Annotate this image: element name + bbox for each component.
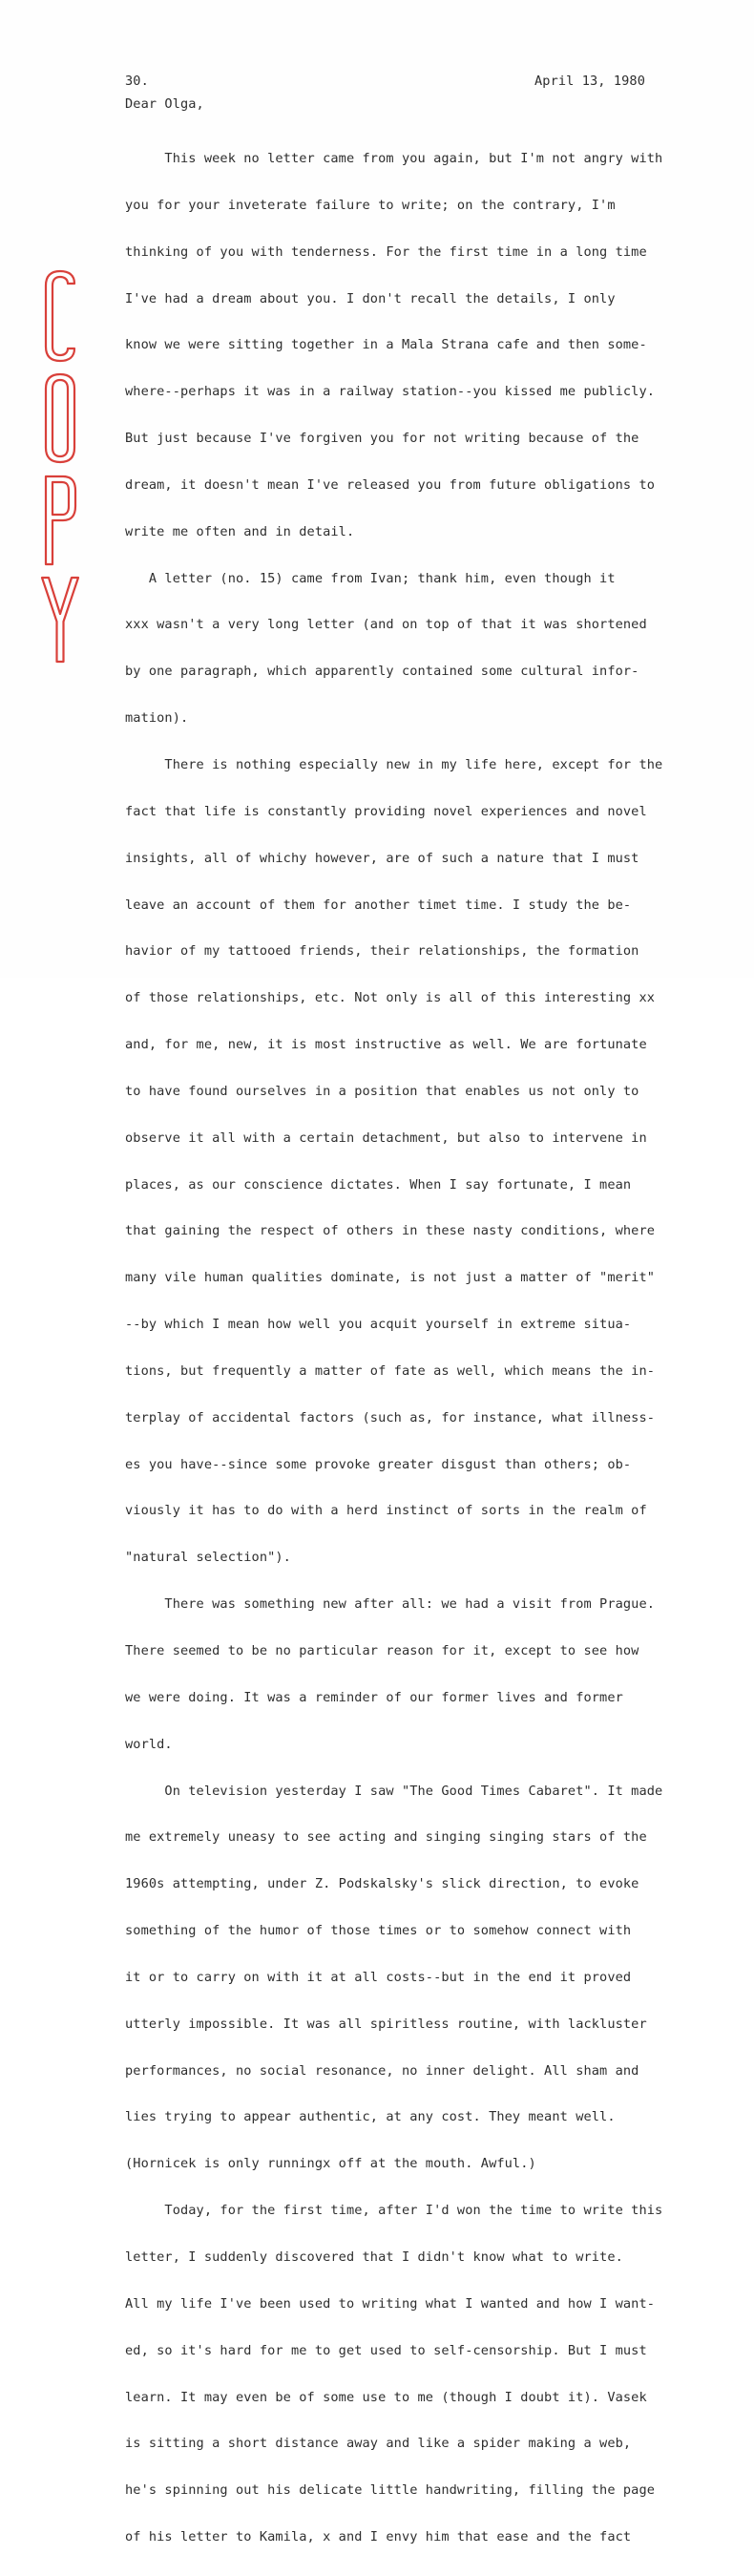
body-line: insights, all of whichy however, are of such a nature that I must [125, 850, 639, 866]
body-line: to have found ourselves in a position that enables us not only to [125, 1083, 639, 1099]
page-number: 30. [125, 74, 149, 89]
body-line: thinking of you with tenderness. For the first time in a long time [125, 243, 647, 260]
body-line: xxx wasn't a very long letter (and on top of that it was shortened [125, 617, 647, 633]
body-line: lies trying to appear authentic, at any cost. They meant well. [125, 2109, 616, 2125]
body-line: 1960s attempting, under Z. Podskalsky's slick direction, to evoke [125, 1876, 639, 1892]
body-line: you for your inveterate failure to write; on the contrary, I'm [125, 197, 616, 213]
body-line: Today, for the first time, after I'd won the time to write this [125, 2203, 663, 2219]
body-line: of his letter to Kamila, x and I envy him that ease and the fact [125, 2529, 632, 2545]
body-line: write me often and in detail. [125, 523, 355, 539]
body-line: A letter (no. 15) came from Ivan; thank him, even though it [125, 570, 616, 586]
body-line: places, as our conscience dictates. When I say fortunate, I mean [125, 1176, 632, 1193]
body-line: I've had a dream about you. I don't recall the details, I only [125, 290, 616, 306]
body-line: learn. It may even be of some use to me (though I doubt it). Vasek [125, 2389, 647, 2405]
stamp-letter-c [46, 271, 74, 361]
body-line: letter, I suddenly discovered that I didn't know what to write. [125, 2249, 623, 2265]
body-line: world. [125, 1736, 173, 1752]
body-line: --by which I mean how well you acquit yourself in extreme situa- [125, 1317, 632, 1333]
body-line: many vile human qualities dominate, is not just a matter of "merit" [125, 1270, 656, 1286]
stamp-letter-o [46, 374, 74, 462]
body-line: viously it has to do with a herd instinct of sorts in the realm of [125, 1503, 647, 1519]
body-line: we were doing. It was a reminder of our former lives and former [125, 1689, 623, 1705]
letter-body [125, 120, 662, 2576]
body-line: (Hornicek is only runningx off at the mouth. Awful.) [125, 2156, 536, 2172]
body-line: All my life I've been used to writing what I wanted and how I want- [125, 2295, 656, 2312]
letter-date: April 13, 1980 [534, 74, 645, 89]
body-line: But just because I've forgiven you for not writing because of the [125, 431, 639, 447]
body-line: There is nothing especially new in my life here, except for the [125, 756, 663, 772]
body-line: mation). [125, 710, 189, 727]
body-line: es you have--since some provoke greater disgust than others; ob- [125, 1456, 632, 1472]
body-line: know we were sitting together in a Mala Strana cafe and then some- [125, 337, 647, 353]
body-line: terplay of accidental factors (such as, for instance, what illness- [125, 1409, 656, 1425]
body-line: dream, it doesn't mean I've released you from future obligations to [125, 476, 656, 493]
body-line: fact that life is constantly providing novel experiences and novel [125, 803, 647, 819]
body-line: something of the humor of those times or to somehow connect with [125, 1923, 632, 1939]
body-line: There was something new after all: we had a visit from Prague. [125, 1596, 656, 1613]
body-line: leave an account of them for another timet time. I study the be- [125, 897, 632, 913]
body-line: where--perhaps it was in a railway station--you kissed me publicly. [125, 384, 656, 400]
salutation: Dear Olga, [125, 96, 204, 112]
body-line: tions, but frequently a matter of fate as well, which means the in- [125, 1362, 656, 1379]
body-line: by one paragraph, which apparently contained some cultural infor- [125, 664, 639, 680]
body-line: havior of my tattooed friends, their relationships, the formation [125, 943, 639, 960]
body-line: and, for me, new, it is most instructive as well. We are fortunate [125, 1037, 647, 1053]
body-line: that gaining the respect of others in these nasty conditions, where [125, 1223, 656, 1239]
copy-stamp [38, 270, 82, 662]
body-line: On television yesterday I saw "The Good Times Cabaret". It made [125, 1783, 663, 1799]
body-line: is sitting a short distance away and like a spider making a web, [125, 2436, 632, 2452]
stamp-letter-y [42, 578, 78, 662]
body-line: This week no letter came from you again, but I'm not angry with [125, 151, 663, 166]
body-line: utterly impossible. It was all spiritless routine, with lackluster [125, 2016, 647, 2032]
body-line: There seemed to be no particular reason for it, except to see how [125, 1643, 639, 1658]
body-line: he's spinning out his delicate little handwriting, filling the page [125, 2482, 656, 2499]
body-line: of those relationships, etc. Not only is all of this interesting xx [125, 990, 656, 1006]
body-line: observe it all with a certain detachment, but also to intervene in [125, 1130, 647, 1146]
stamp-letter-p [46, 476, 75, 564]
body-line: "natural selection"). [125, 1550, 291, 1566]
body-line: ed, so it's hard for me to get used to self-censorship. But I must [125, 2342, 647, 2358]
body-line: performances, no social resonance, no inner delight. All sham and [125, 2062, 639, 2079]
body-line: it or to carry on with it at all costs--but in the end it proved [125, 1969, 632, 1985]
body-line: me extremely uneasy to see acting and singing singing stars of the [125, 1829, 647, 1846]
